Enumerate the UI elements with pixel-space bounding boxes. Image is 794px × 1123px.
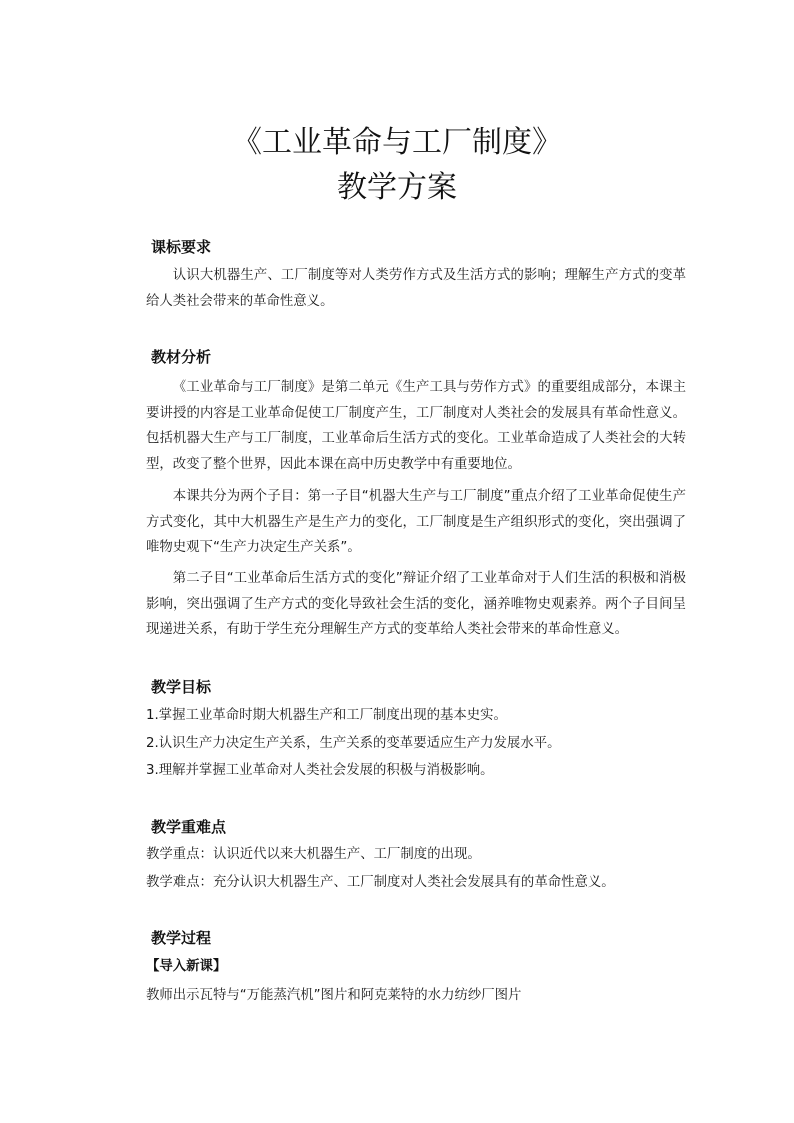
section-heading-standards: 课标要求 xyxy=(151,238,212,256)
teaching-focus: 教学重点：认识近代以来大机器生产、工厂制度的出现。 xyxy=(146,847,481,862)
section-heading-objectives: 教学目标 xyxy=(151,678,212,696)
analysis-paragraph-2: 本课共分为两个子目：第一子目“机器大生产与工厂制度”重点介绍了工业革命促使生产方式变化，其中大机器生产是生产力的变化，工厂制度是生产组织形式的变化，突出强调了唯物史观下“生产力决定生产关系”。 xyxy=(146,489,686,555)
teaching-difficulty: 教学难点：充分认识大机器生产、工厂制度对人类社会发展具有的革命性意义。 xyxy=(146,875,615,890)
objective-item-2: 2.认识生产力决定生产关系，生产关系的变革要适应生产力发展水平。 xyxy=(146,736,561,751)
process-subheading-intro: 【导入新课】 xyxy=(146,959,227,974)
section-heading-process: 教学过程 xyxy=(151,929,212,947)
objective-item-1: 1.掌握工业革命时期大机器生产和工厂制度出现的基本史实。 xyxy=(146,708,507,723)
document-title: 《工业革命与工厂制度》 xyxy=(232,125,562,160)
section-heading-analysis: 教材分析 xyxy=(151,348,212,366)
analysis-paragraph-3: 第二子目“工业革命后生活方式的变化”辩证介绍了工业革命对于人们生活的积极和消极影响，突出强调了生产方式的变化导致社会生活的变化，涵养唯物史观素养。两个子目间呈现递进关系，有助于学生充分理解生产方式的变革给人类社会带来的革命性意义。 xyxy=(146,571,686,637)
document-subtitle: 教学方案 xyxy=(337,170,457,205)
section-heading-key-points: 教学重难点 xyxy=(151,818,227,836)
standards-paragraph: 认识大机器生产、工厂制度等对人类劳作方式及生活方式的影响；理解生产方式的变革给人类社会带来的革命性意义。 xyxy=(146,268,686,309)
analysis-paragraph-1: 《工业革命与工厂制度》是第二单元《生产工具与劳作方式》的重要组成部分，本课主要讲授的内容是工业革命促使工厂制度产生，工厂制度对人类社会的发展具有革命性意义。包括机器大生产与工厂制度，工业革命后生活方式的变化。工业革命造成了人类社会的大转型，改变了整个世界，因此本课在高中历史教学中有重要地位。 xyxy=(146,380,686,472)
process-intro-line: 教师出示瓦特与“万能蒸汽机”图片和阿克莱特的水力纺纱厂图片 xyxy=(146,988,522,1003)
objective-item-3: 3.理解并掌握工业革命对人类社会发展的积极与消极影响。 xyxy=(146,763,494,778)
